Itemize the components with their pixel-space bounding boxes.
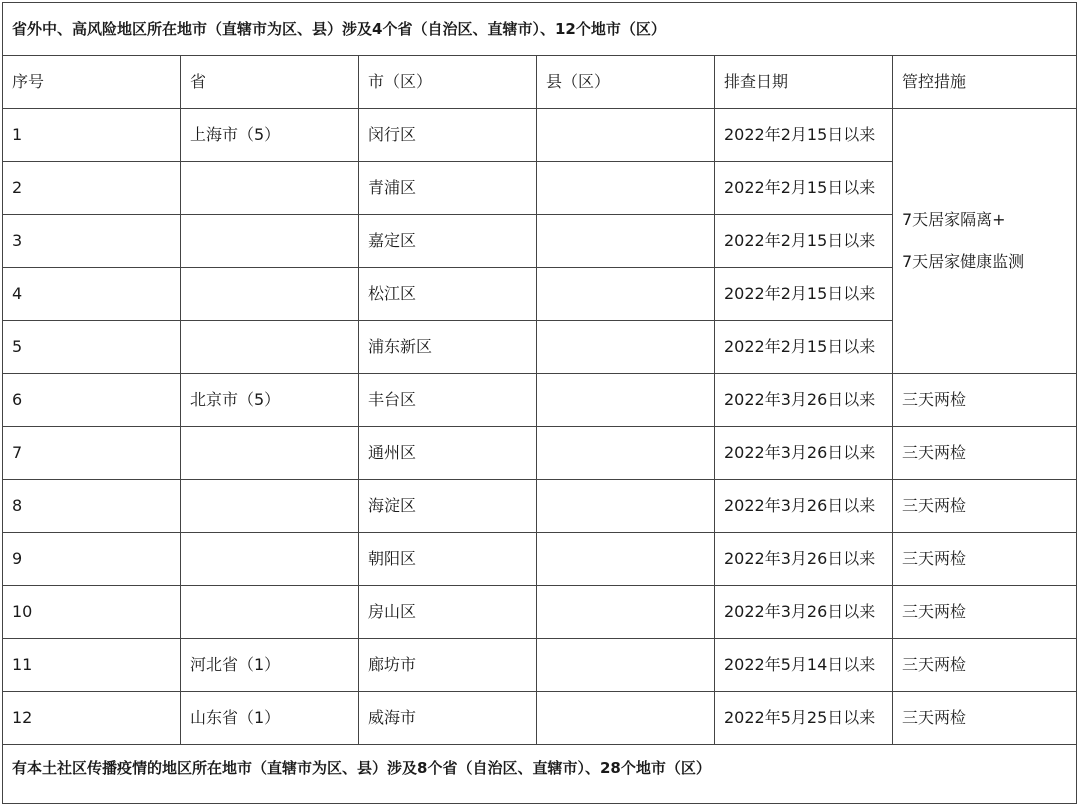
cell-city: 海淀区 <box>359 480 537 533</box>
header-index: 序号 <box>3 56 181 109</box>
cell-province: 北京市（5） <box>181 374 359 427</box>
header-city: 市（区） <box>359 56 537 109</box>
cell-city: 丰台区 <box>359 374 537 427</box>
table-row <box>3 374 1077 427</box>
cell-county <box>537 427 715 480</box>
header-province: 省 <box>181 56 359 109</box>
cell-province <box>181 480 359 533</box>
table-row <box>3 692 1077 745</box>
cell-city: 朝阳区 <box>359 533 537 586</box>
cell-city: 青浦区 <box>359 162 537 215</box>
cell-date: 2022年5月14日以来 <box>715 639 893 692</box>
cell-measure: 三天两检 <box>893 480 1077 533</box>
cell-province <box>181 533 359 586</box>
cell-date: 2022年2月15日以来 <box>715 109 893 162</box>
cell-date: 2022年2月15日以来 <box>715 321 893 374</box>
cell-index: 4 <box>3 268 181 321</box>
cell-province: 山东省（1） <box>181 692 359 745</box>
cell-province <box>181 586 359 639</box>
cell-index: 2 <box>3 162 181 215</box>
cell-date: 2022年3月26日以来 <box>715 427 893 480</box>
cell-index: 8 <box>3 480 181 533</box>
cell-county <box>537 533 715 586</box>
measure-line-monitoring: 7天居家健康监测 <box>902 252 1025 271</box>
cell-county <box>537 586 715 639</box>
cell-date: 2022年5月25日以来 <box>715 692 893 745</box>
cell-city: 房山区 <box>359 586 537 639</box>
cell-county <box>537 692 715 745</box>
cell-date: 2022年3月26日以来 <box>715 533 893 586</box>
table-header-row <box>3 56 1077 109</box>
cell-county <box>537 215 715 268</box>
cell-date: 2022年3月26日以来 <box>715 374 893 427</box>
cell-index: 12 <box>3 692 181 745</box>
cell-index: 5 <box>3 321 181 374</box>
cell-county <box>537 162 715 215</box>
cell-index: 3 <box>3 215 181 268</box>
cell-date: 2022年2月15日以来 <box>715 215 893 268</box>
cell-index: 6 <box>3 374 181 427</box>
cell-measure-merged <box>893 109 1077 374</box>
cell-city: 浦东新区 <box>359 321 537 374</box>
cell-county <box>537 268 715 321</box>
cell-date: 2022年2月15日以来 <box>715 268 893 321</box>
cell-index: 9 <box>3 533 181 586</box>
cell-measure: 三天两检 <box>893 533 1077 586</box>
cell-county <box>537 480 715 533</box>
header-county: 县（区） <box>537 56 715 109</box>
cell-province <box>181 162 359 215</box>
cell-city: 松江区 <box>359 268 537 321</box>
cell-county <box>537 321 715 374</box>
cell-province <box>181 321 359 374</box>
section-title-medium-high-risk: 省外中、高风险地区所在地市（直辖市为区、县）涉及4个省（自治区、直辖市）、12个地市（区） <box>3 3 1077 56</box>
cell-county <box>537 374 715 427</box>
cell-measure: 三天两检 <box>893 692 1077 745</box>
risk-area-table <box>2 2 1077 804</box>
cell-date: 2022年2月15日以来 <box>715 162 893 215</box>
cell-measure: 三天两检 <box>893 374 1077 427</box>
table-row <box>3 109 1077 162</box>
cell-province: 上海市（5） <box>181 109 359 162</box>
table-row <box>3 639 1077 692</box>
cell-province: 河北省（1） <box>181 639 359 692</box>
section-title-row <box>3 3 1077 56</box>
cell-city: 闵行区 <box>359 109 537 162</box>
table-row <box>3 480 1077 533</box>
cell-province <box>181 215 359 268</box>
cell-county <box>537 109 715 162</box>
cell-index: 11 <box>3 639 181 692</box>
cell-city: 通州区 <box>359 427 537 480</box>
cell-county <box>537 639 715 692</box>
section-title-community-transmission: 有本土社区传播疫情的地区所在地市（直辖市为区、县）涉及8个省（自治区、直辖市）、28个地市（区） <box>3 745 1077 804</box>
header-date: 排查日期 <box>715 56 893 109</box>
cell-date: 2022年3月26日以来 <box>715 586 893 639</box>
cell-province <box>181 427 359 480</box>
cell-city: 嘉定区 <box>359 215 537 268</box>
measure-line-quarantine: 7天居家隔离+ <box>902 210 1006 229</box>
table-row <box>3 533 1077 586</box>
cell-city: 廊坊市 <box>359 639 537 692</box>
cell-date: 2022年3月26日以来 <box>715 480 893 533</box>
cell-province <box>181 268 359 321</box>
cell-city: 威海市 <box>359 692 537 745</box>
cell-measure: 三天两检 <box>893 639 1077 692</box>
section-title-row <box>3 745 1077 804</box>
cell-measure: 三天两检 <box>893 586 1077 639</box>
cell-index: 7 <box>3 427 181 480</box>
header-measure: 管控措施 <box>893 56 1077 109</box>
table-row <box>3 427 1077 480</box>
cell-index: 1 <box>3 109 181 162</box>
table-row <box>3 586 1077 639</box>
cell-measure: 三天两检 <box>893 427 1077 480</box>
cell-index: 10 <box>3 586 181 639</box>
